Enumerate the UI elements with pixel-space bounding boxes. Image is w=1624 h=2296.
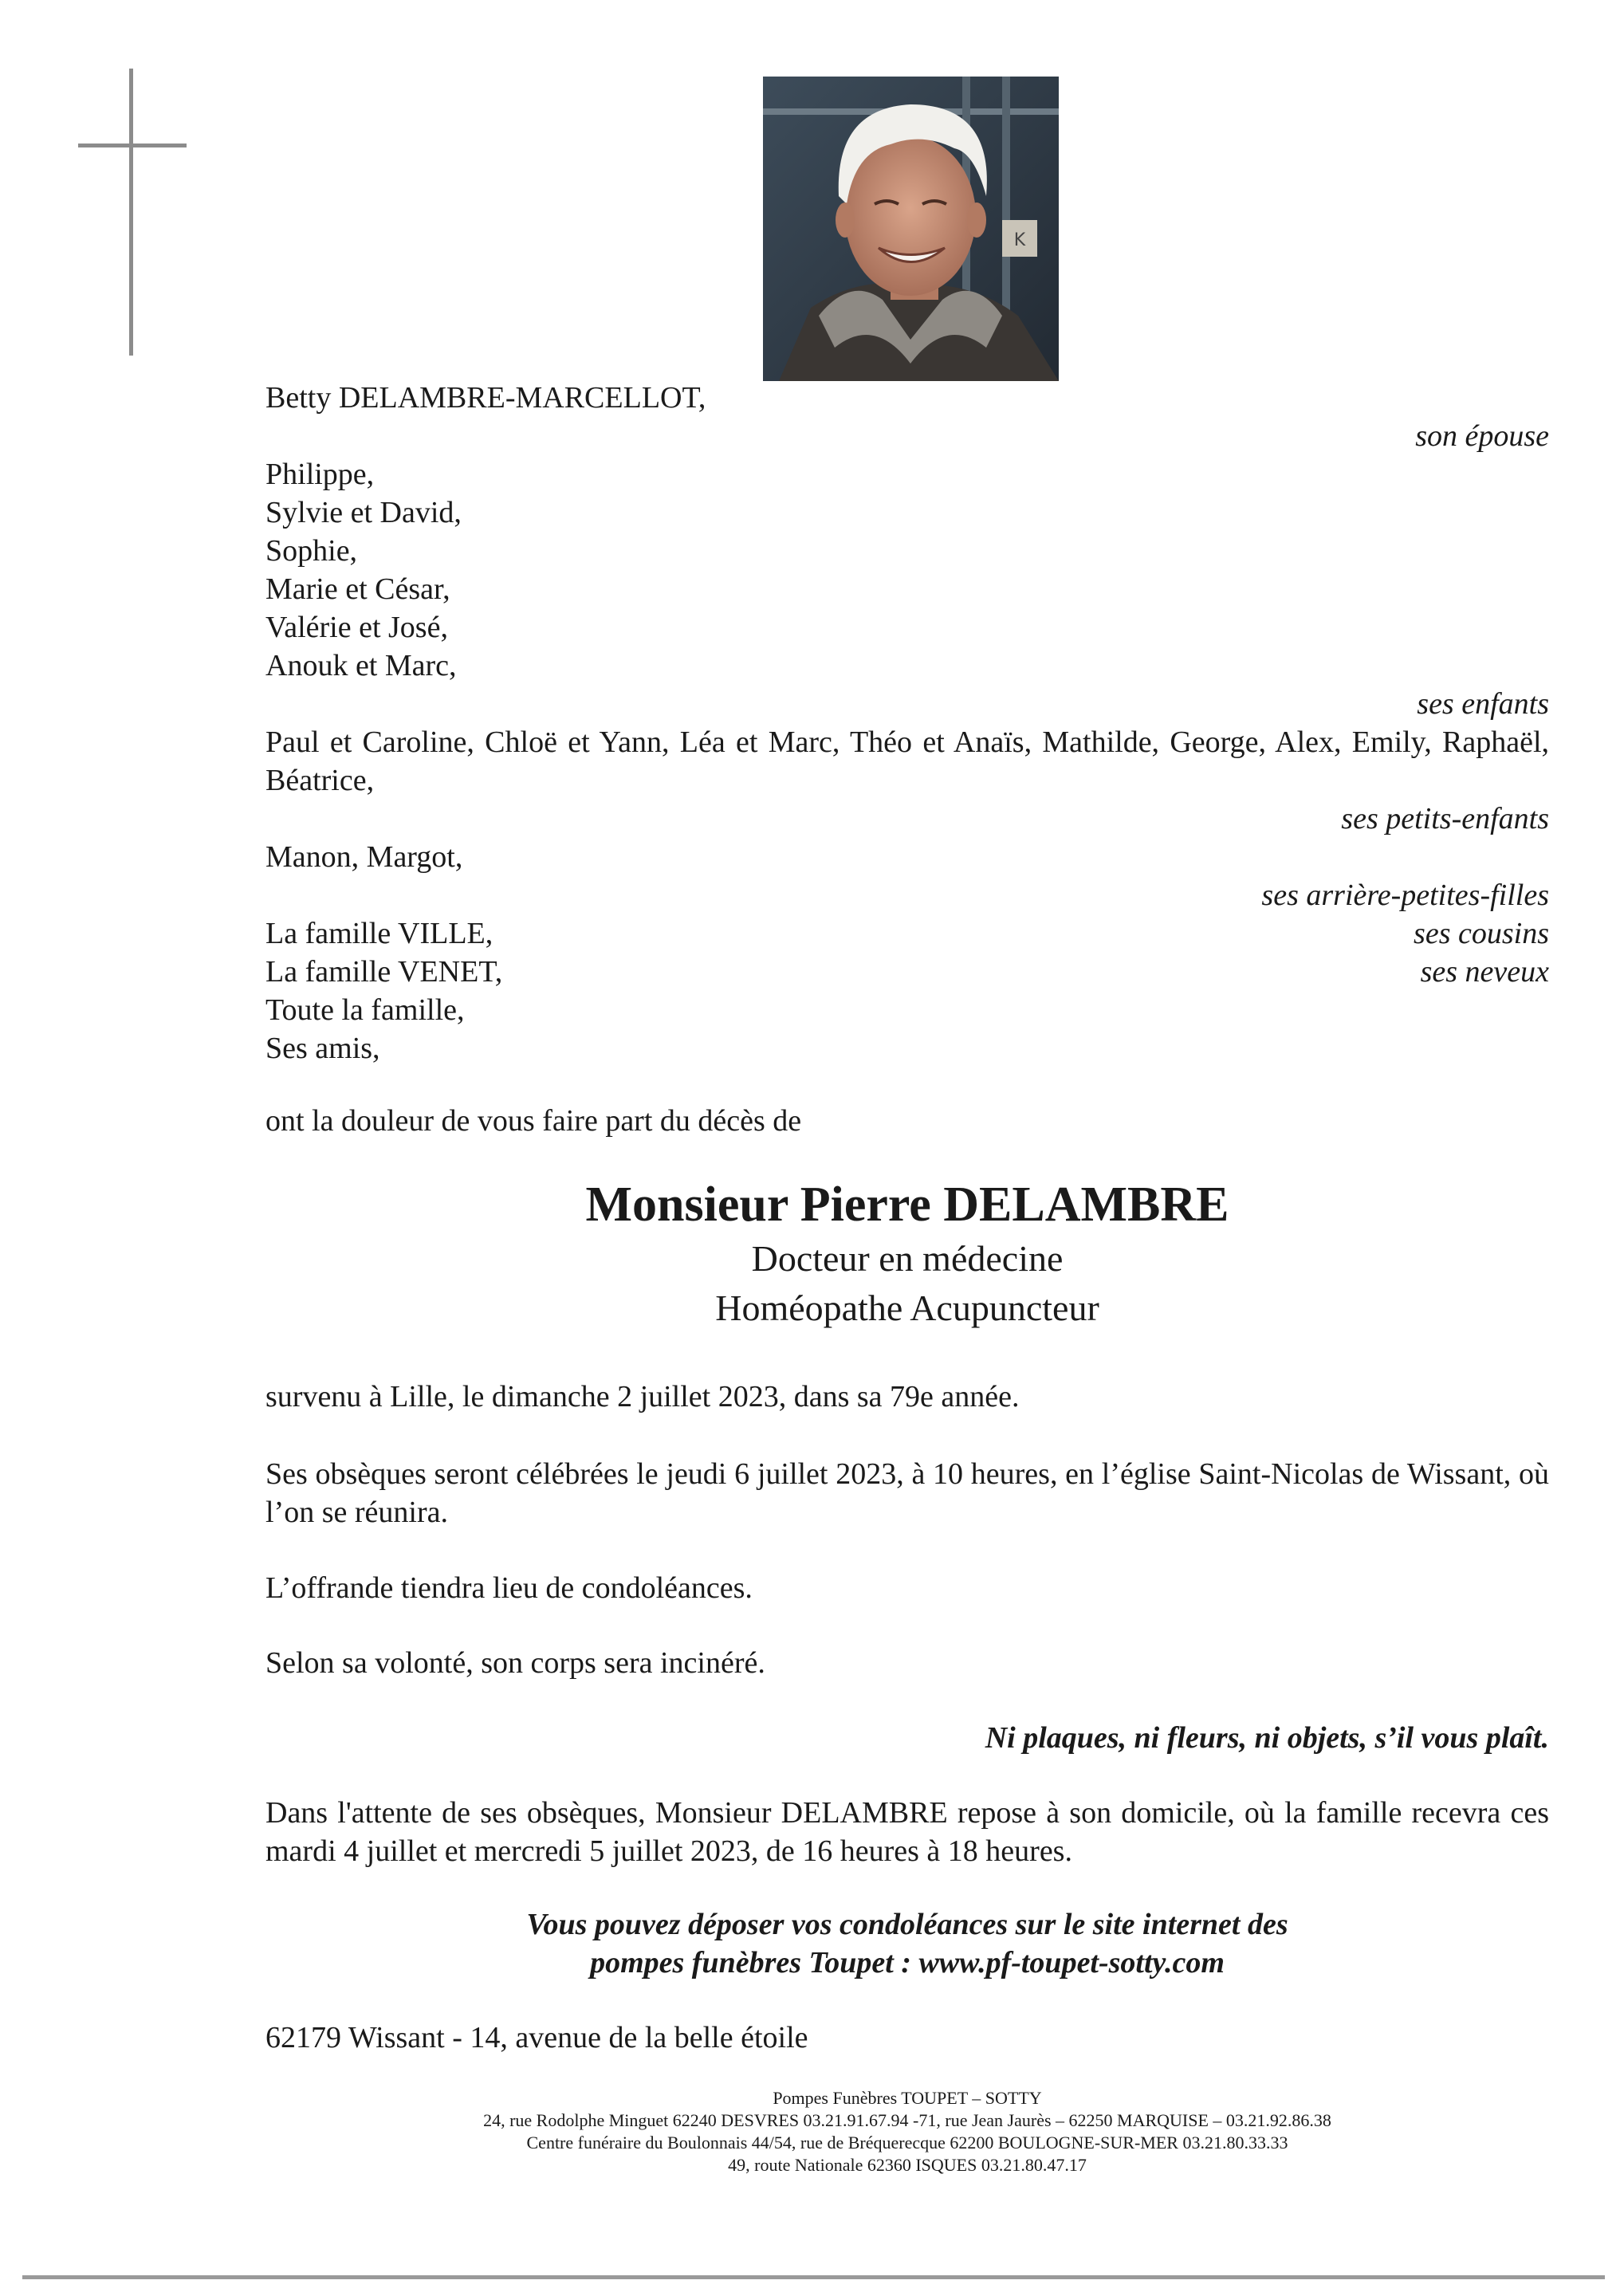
announcement-intro (265, 1102, 1549, 1140)
family-ville: La famille VILLE, (265, 917, 493, 950)
funeral-home-name: Pompes Funèbres TOUPET – SOTTY (773, 2088, 1042, 2108)
visitation-paragraph (265, 1794, 1549, 1870)
deceased-portrait-photo (763, 77, 1059, 381)
grandchildren-role: ses petits-enfants (1341, 802, 1549, 835)
condolences-line-1: Vous pouvez déposer vos condoléances sur le site internet des (526, 1908, 1288, 1941)
child-name: Valérie et José, (265, 611, 448, 644)
child-name: Anouk et Marc, (265, 649, 457, 682)
no-flowers-text: Ni plaques, ni fleurs, ni objets, s’il vous plaît. (985, 1721, 1549, 1755)
cross-icon (78, 69, 187, 356)
condolences-line-2: pompes funèbres Toupet : www.pf-toupet-sotty.com (590, 1946, 1225, 1980)
condolences-paragraph (265, 1905, 1549, 1982)
family-venet: La famille VENET, (265, 955, 503, 989)
offering-text: L’offrande tiendra lieu de condoléances. (265, 1571, 753, 1605)
deceased-name: Monsieur Pierre DELAMBRE (585, 1177, 1229, 1232)
bottom-divider (22, 2275, 1605, 2279)
death-notice (265, 1378, 1549, 1416)
friends: Ses amis, (265, 1032, 380, 1065)
funeral-details: Ses obsèques seront célébrées le jeudi 6 juillet 2023, à 10 heures, en l’église Saint-Nicolas de Wissant, où l’on se réunira. (265, 1457, 1549, 1529)
grandchildren-names: Paul et Caroline, Chloë et Yann, Léa et Marc, Théo et Anaïs, Mathilde, George, Alex, Emily, Raphaël, Béatrice, (265, 725, 1549, 797)
intro-text: ont la douleur de vous faire part du décès de (265, 1104, 802, 1138)
cousins-role: ses cousins (1414, 917, 1549, 950)
children-role: ses enfants (1417, 687, 1549, 721)
no-flowers-paragraph (265, 1719, 1549, 1757)
home-address: 62179 Wissant - 14, avenue de la belle étoile (265, 2021, 808, 2054)
family-ville-row (265, 914, 1549, 953)
great-grandchildren-names: Manon, Margot, (265, 840, 463, 874)
deceased-title-1: Docteur en médecine (751, 1238, 1064, 1279)
cremation-paragraph (265, 1644, 1549, 1682)
family-list (265, 379, 1549, 1067)
child-name: Philippe, (265, 458, 375, 491)
address-paragraph (265, 2019, 1549, 2057)
child-name: Sylvie et David, (265, 496, 462, 529)
nephews-role: ses neveux (1420, 955, 1549, 989)
cremation-text: Selon sa volonté, son corps sera incinéré. (265, 1646, 765, 1680)
child-name: Marie et César, (265, 572, 450, 606)
deceased-heading (265, 1175, 1549, 1333)
great-grandchildren-role: ses arrière-petites-filles (1261, 879, 1549, 912)
funeral-home-address-3: 49, route Nationale 62360 ISQUES 03.21.80.47.17 (728, 2155, 1087, 2175)
offering-paragraph (265, 1569, 1549, 1607)
all-family: Toute la famille, (265, 993, 465, 1027)
death-details: survenu à Lille, le dimanche 2 juillet 2023, dans sa 79e année. (265, 1380, 1020, 1413)
funeral-home-address-2: Centre funéraire du Boulonnais 44/54, rue de Bréquerecque 62200 BOULOGNE-SUR-MER 03.21.80.33.33 (526, 2133, 1288, 2152)
spouse-role: son épouse (1415, 419, 1549, 453)
svg-text:K: K (1013, 230, 1026, 250)
deceased-title-2: Homéopathe Acupuncteur (715, 1288, 1099, 1328)
family-venet-row (265, 953, 1549, 991)
spouse-name: Betty DELAMBRE-MARCELLOT, (265, 381, 706, 415)
funeral-home-address-1: 24, rue Rodolphe Minguet 62240 DESVRES 03.21.91.67.94 -71, rue Jean Jaurès – 62250 MARQUISE – 03.21.92.86.38 (483, 2110, 1331, 2130)
funeral-paragraph (265, 1455, 1549, 1531)
visitation-text: Dans l'attente de ses obsèques, Monsieur DELAMBRE repose à son domicile, où la famille recevra ces mardi 4 juillet et mercredi 5 juillet 2023, de 16 heures à 18 heures. (265, 1796, 1549, 1868)
funeral-home-footer (265, 2087, 1549, 2176)
child-name: Sophie, (265, 534, 358, 568)
